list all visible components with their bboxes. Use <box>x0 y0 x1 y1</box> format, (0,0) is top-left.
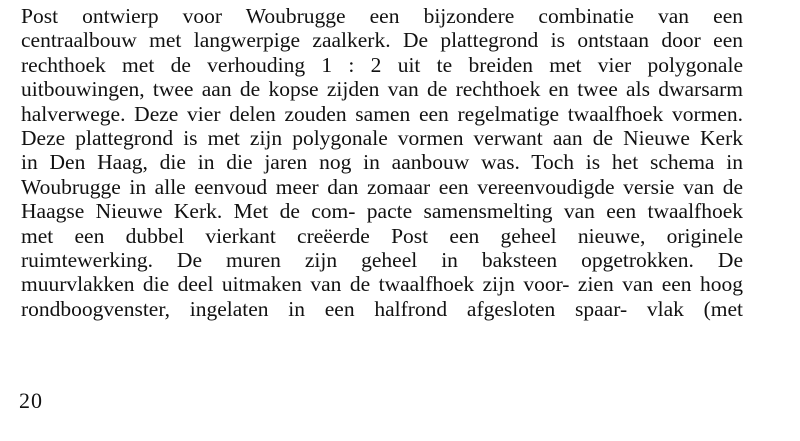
text-line: Deze plattegrond is met zijn polygonale vormen verwant aan de Nieuwe Kerk <box>21 125 743 150</box>
text-line: Haagse Nieuwe Kerk. Met de com- pacte samensmelting van een twaalfhoek <box>21 199 743 224</box>
text-line: Post ontwierp voor Woubrugge een bijzondere combinatie van een <box>21 4 743 28</box>
text-line: muurvlakken die deel uitmaken van de twaalfhoek zijn voor- zien van een hoog <box>21 272 743 297</box>
text-line: Woubrugge in alle eenvoud meer dan zomaar een vereenvoudigde versie van de <box>21 174 743 199</box>
body-paragraph <box>21 4 743 321</box>
text-line: ruimtewerking. De muren zijn geheel in baksteen opgetrokken. De <box>21 247 743 272</box>
page-number: 20 <box>19 388 43 413</box>
text-line: centraalbouw met langwerpige zaalkerk. De plattegrond is ontstaan door een <box>21 28 743 53</box>
text-line: halverwege. Deze vier delen zouden samen een regelmatige twaalfhoek vormen. <box>21 101 743 126</box>
text-line: rechthoek met de verhouding 1 : 2 uit te breiden met vier polygonale <box>21 52 743 77</box>
text-line: rondboogvenster, ingelaten in een halfrond afgesloten spaar- vlak (met <box>21 296 743 321</box>
text-line: uitbouwingen, twee aan de kopse zijden van de rechthoek en twee als dwarsarm <box>21 77 743 102</box>
text-line: met een dubbel vierkant creëerde Post een geheel nieuwe, originele <box>21 223 743 248</box>
text-line: in Den Haag, die in die jaren nog in aanbouw was. Toch is het schema in <box>21 150 743 175</box>
